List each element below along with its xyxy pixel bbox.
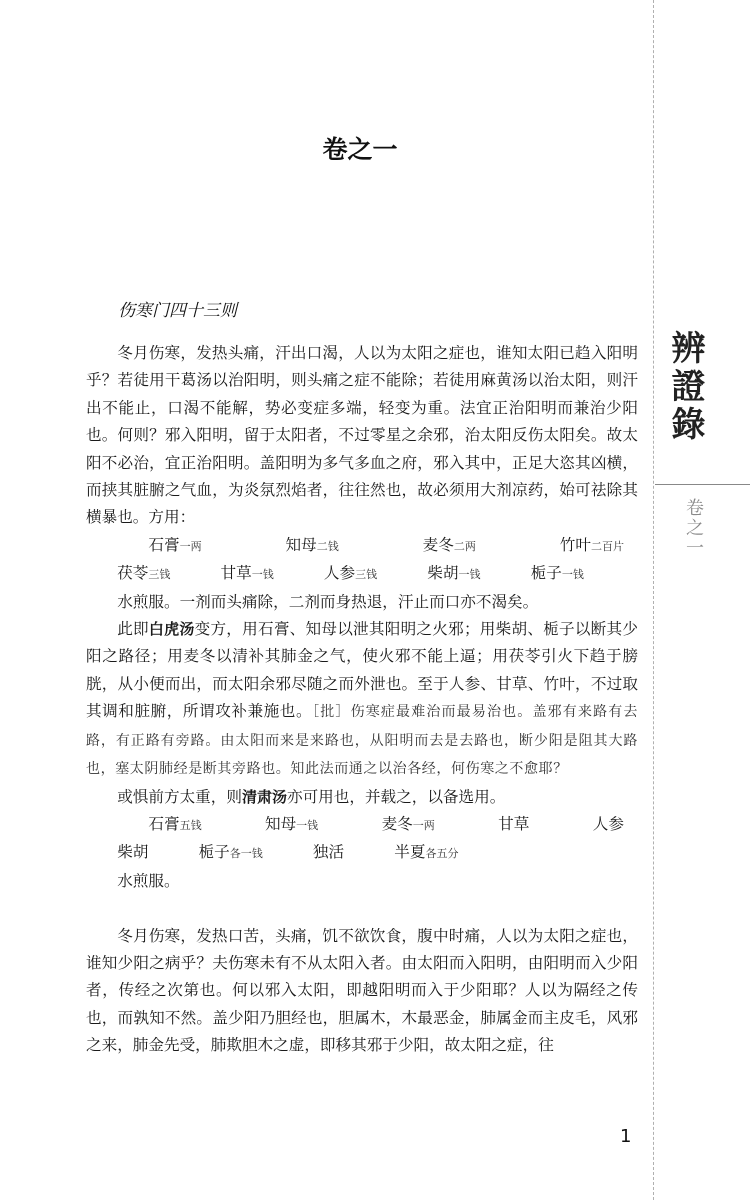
herb-dose: 各一钱: [229, 847, 263, 861]
chapter-title: 卷之一: [322, 135, 398, 164]
herb-entry: [86, 560, 170, 588]
herb-dose: 三钱: [355, 568, 378, 582]
herb-entry: [562, 811, 624, 838]
herb-dose: 一两: [179, 539, 202, 553]
page-edge-dashed-line: [653, 0, 654, 1200]
paragraph: 冬月伤寒，发热头痛，汗出口渴，人以为太阳之症也，谁知太阳已趋入阳明乎？若徒用干葛汤以治阳明，则头痛之症不能除；若徒用麻黄汤以治太阳，则汗出不能止，口渴不能解，势必变症多端，轻变为重。法宜正治阳明而兼治少阳也。何则？邪入阳明，留于太阳者，不过零星之余邪，治太阳反伤太阳矣。故太阳不必治，宜正治阳明。盖阳明为多气多血之府，邪入其中，正足大恣其凶横，而挟其脏腑之气血，为炎氛烈焰者，往往然也，故必须用大剂凉药，始可祛除其横暴也。方用：: [86, 344, 638, 527]
text-span: 亦可用也，并载之，以备选用。: [286, 787, 506, 806]
running-volume-label: 卷之一: [683, 498, 704, 558]
herb-entry: [254, 532, 338, 560]
prescription-2: [86, 811, 638, 868]
herb-entry: [499, 560, 583, 588]
herb-name: 人参: [323, 564, 356, 583]
decoction-instruction: 水煎服。: [117, 871, 180, 890]
herb-dose: 二百片: [591, 539, 624, 553]
herb-name: 独活: [312, 843, 345, 862]
text-span: 或惧前方太重，则: [117, 787, 242, 806]
herb-dose: 五钱: [179, 818, 202, 832]
herb-dose: 一钱: [296, 818, 319, 832]
herb-name: 石膏: [148, 814, 180, 833]
herb-name: 知母: [285, 535, 317, 554]
herb-entry: [293, 560, 377, 588]
herb-name: 竹叶: [559, 535, 591, 554]
herb-entry: [189, 560, 273, 588]
herb-name: 栀子: [198, 843, 230, 862]
herb-entry: [167, 839, 262, 867]
herb-dose: 三钱: [148, 568, 171, 582]
herb-dose: 一钱: [251, 568, 274, 582]
formula-name: 白虎汤: [148, 620, 195, 639]
herb-entry: [391, 532, 475, 560]
paragraph: [86, 784, 638, 811]
side-divider: [655, 484, 750, 485]
paragraph: 冬月伤寒，发热口苦，头痛，饥不欲饮食，腹中时痛，人以为太阳之症也，谁知少阳之病乎？夫伤寒未有不从太阳入者。由太阳而入阳明，由阳明而入少阳者，传经之次第也。何以邪入太阳，即越阳明而入于少阳耶？人以为隔经之传也，而孰知不然。盖少阳乃胆经也，胆属木，木最恶金，肺属金而主皮毛，风邪之来，肺金先受，肺欺胆木之虚，即移其邪于少阳，故太阳之症，往: [86, 926, 638, 1055]
herb-dose: 二两: [453, 539, 476, 553]
herb-entry: [234, 811, 318, 839]
book-title-vertical: 辨證錄: [665, 330, 705, 444]
herb-entry: [282, 839, 344, 866]
section-title: 伤寒门四十三则: [118, 301, 237, 321]
herb-entry: [467, 811, 529, 838]
main-text: [86, 340, 638, 1060]
herb-name: 甘草: [220, 564, 252, 583]
formula-name: 清肃汤: [241, 787, 287, 806]
text-span: 此即: [117, 620, 149, 639]
paragraph: [86, 616, 638, 783]
herb-dose: 一两: [412, 818, 435, 832]
herb-name: 人参: [592, 814, 624, 833]
blank-line: [86, 895, 638, 922]
herb-name: 半夏: [394, 843, 426, 862]
herb-entry: [529, 532, 624, 560]
herb-dose: 各五分: [425, 847, 459, 861]
herb-entry: [86, 839, 148, 866]
herb-name: 柴胡: [427, 564, 459, 583]
herb-name: 石膏: [148, 535, 180, 554]
herb-name: 栀子: [530, 564, 562, 583]
herb-name: 麦冬: [422, 535, 454, 554]
decoction-instruction: 水煎服。一剂而头痛除，二剂而身热退，汗止而口亦不渴矣。: [117, 592, 539, 611]
herb-name: 茯苓: [117, 564, 149, 583]
page-number: 1: [620, 1126, 632, 1147]
text-span: 变方，用石膏、知母以泄其阳明之火邪；用柴胡、栀子以断其少阳之路径；用麦冬以清补其肺金之气，使火邪不能上逼；用茯苓引火下趋于膀胱，从小便而出，而太阳余邪尽随之而外泄也。至于人参、甘草、竹叶，不过取其调和脏腑，所谓攻补兼施也。: [86, 620, 638, 721]
herb-entry: [350, 811, 434, 839]
herb-name: 甘草: [498, 814, 530, 833]
prescription-1: [86, 532, 638, 589]
herb-entry: [117, 532, 201, 560]
herb-entry: [396, 560, 480, 588]
herb-dose: 一钱: [561, 568, 584, 582]
herb-dose: 二钱: [316, 539, 339, 553]
herb-entry: [363, 839, 458, 867]
commentary: ［批］伤寒症最难治而最易治也。盖邪有来路有去路，有正路有旁路。由太阳而来是来路也，从阳明而去是去路也，断少阳是阻其大路也，塞太阴肺经是断其旁路也。知此法而通之以治各经，何伤寒之不愈耶？: [86, 704, 638, 778]
herb-dose: 一钱: [458, 568, 481, 582]
herb-name: 知母: [264, 814, 297, 833]
herb-name: 柴胡: [117, 843, 149, 862]
herb-name: 麦冬: [381, 814, 413, 833]
herb-entry: [117, 811, 201, 839]
